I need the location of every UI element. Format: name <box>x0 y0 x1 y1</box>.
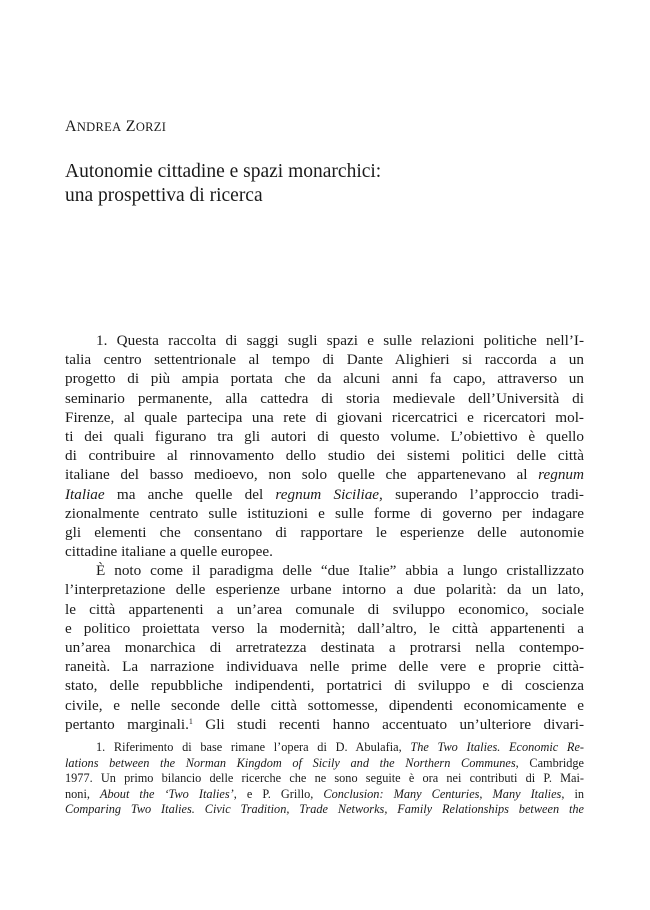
italic-term: About the ‘Two Italies’ <box>99 786 234 801</box>
italic-term: The Two Italies. Economic Re- <box>410 740 584 754</box>
body-line: 1. Questa raccolta di saggi sugli spazi e sulle relazioni politiche nell’I- <box>96 332 584 349</box>
body-line: ti dei quali figurano tra gli autori di questo volume. L’obiettivo è quello <box>65 427 584 445</box>
chapter-title-line: una prospettiva di ricerca <box>65 185 263 206</box>
body-line: cittadine italiane a quelle europee. <box>65 543 273 561</box>
body-line: Firenze, al quale partecipa una rete di giovani ricercatrici e ricercatori mol- <box>65 408 584 426</box>
body-line: seminario permanente, alla cattedra di storia medievale dell’Università di <box>65 389 584 407</box>
body-line: progetto di più ampia portata che da alcuni anni fa capo, attraverso un <box>65 370 584 388</box>
chapter-title <box>65 160 381 208</box>
footnote-line: lations between the Norman Kingdom of Sicily and the Northern Communes, Cambridge <box>65 755 585 770</box>
chapter-title-line: Autonomie cittadine e spazi monarchici: <box>65 161 382 182</box>
footnote-line: 1977. Un primo bilancio delle ricerche che ne sono seguite è ora nei contributi di P. Mai- <box>65 771 584 786</box>
body-line: l’interpretazione delle esperienze urbane intorno a due polarità: da un lato, <box>65 581 584 599</box>
italic-term: Comparing Two Italies. Civic Tradition, Trade Networks, Family Relationships between the <box>65 802 584 817</box>
body-line: pertanto marginali.$^1$ Gli studi recenti hanno accentuato un’ulteriore divari- <box>65 715 584 733</box>
italic-term: regnum Siciliae <box>275 485 380 503</box>
body-line: Italiae ma anche quelle del regnum Siciliae, superando l’approccio tradi- <box>65 485 584 503</box>
body-line: di contribuire al rinnovamento dello studio dei sistemi politici delle città <box>65 447 584 465</box>
body-line: zionalmente centrato sulle istituzioni e sulle forme di governo per indagare <box>65 504 584 522</box>
author-last-rest: ORZI <box>135 120 167 134</box>
body-line: È noto come il paradigma delle “due Italie” abbia a lungo cristallizzato <box>96 562 584 580</box>
italic-term: regnum <box>538 466 584 484</box>
italic-term: lations between the Norman Kingdom of Sicily and the Northern Communes <box>65 755 516 770</box>
author-name <box>65 118 166 136</box>
body-line: civile, e nelle seconde delle città sottomesse, dipendenti economicamente e <box>65 696 584 714</box>
body-text <box>65 331 584 734</box>
author-initial-last: Z <box>125 118 136 135</box>
footnote-line: 1. Riferimento di base rimane l’opera di D. Abulafia, The Two Italies. Economic Re- <box>96 740 584 754</box>
footnote-ref: 1 <box>188 716 193 726</box>
body-line: talia centro settentrionale al tempo di Dante Alighieri si raccorda a un <box>65 351 584 369</box>
footnote-line: noni, About the ‘Two Italies’, e P. Grillo, Conclusion: Many Centuries, Many Italies, in <box>65 786 585 801</box>
italic-term: Italiae <box>65 485 105 503</box>
body-line: gli elementi che consentano di rapportare le esperienze delle autonomie <box>65 523 584 541</box>
italic-term: Conclusion: Many Centuries, Many Italies <box>323 786 562 801</box>
body-line: e politico proiettata verso la modernità; dall’altro, le città appartenenti a <box>65 619 584 637</box>
body-line: italiane del basso medioevo, non solo quelle che appartenevano al regnum <box>65 466 584 484</box>
body-line: le città appartenenti a un’area comunale di sviluppo economico, sociale <box>65 600 584 618</box>
body-line: stato, delle repubbliche indipendenti, portatrici di sviluppo e di coscienza <box>65 677 584 695</box>
author-initial-first: A <box>65 118 77 135</box>
body-line: raneità. La narrazione individuava nelle prime delle vere e proprie città- <box>65 658 584 676</box>
author-first-rest: NDREA <box>76 120 122 134</box>
footnote-line <box>65 802 584 818</box>
footnotes <box>65 740 584 818</box>
body-line: un’area monarchica di arretratezza destinata a protrarsi nella contempo- <box>65 639 584 656</box>
